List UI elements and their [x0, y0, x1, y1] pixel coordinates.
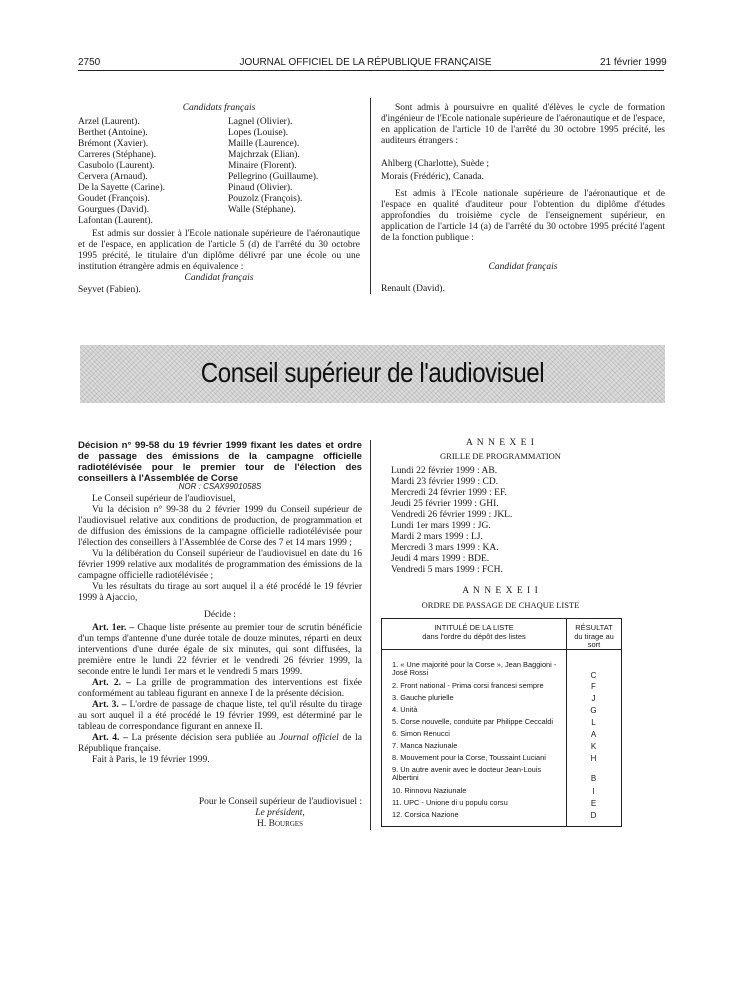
article-text: Chaque liste présente au premier tour de scrutin bénéficie d'un temps d'antenne d'une durée totale de douze minutes, réparti en deux interventions d'une durée égale de six minutes, qui sont diffusées, la première entre le lundi 22 février et le vendredi 26 février 1999, la seconde entre le lundi 1er mars et le vendredi 5 mars 1999.: [78, 623, 362, 678]
result-cell: B: [590, 774, 597, 783]
article-text: La présente décision sera publiée au: [131, 733, 280, 744]
result-cell: K: [590, 742, 597, 751]
nor-text: NOR : CSAX9901058S: [178, 482, 262, 491]
table-row: 7. Manca Naziunale: [392, 741, 458, 750]
signature-name: H. Bourges: [257, 819, 303, 830]
candidates-heading: Candidats français: [182, 103, 256, 113]
signature-for: Pour le Conseil supérieur de l'audiovisuel :: [198, 797, 362, 807]
header-text: INTITULÉ DE LA LISTE: [434, 623, 514, 632]
result-cell: E: [590, 799, 597, 808]
article-text-italic: Journal officiel: [279, 733, 339, 744]
section-banner: [80, 345, 665, 403]
list-item: Lagnel (Olivier).: [228, 117, 293, 127]
table-row: 5. Corse nouvelle, conduite par Philippe Ceccaldi: [392, 717, 554, 726]
table-row: 12. Corsica Nazione: [392, 810, 459, 819]
list-item: Lundi 1er mars 1999 : JG.: [391, 521, 491, 532]
signature-title: Le président,: [255, 808, 305, 819]
article-4: [78, 733, 362, 755]
decide-heading: Décide :: [204, 610, 236, 621]
auditor-paragraph: [381, 189, 665, 244]
journal-title: JOURNAL OFFICIEL DE LA RÉPUBLIQUE FRANÇAISE: [239, 57, 492, 68]
list-item: Jeudi 4 mars 1999 : BDE.: [391, 554, 490, 565]
result-cell: C: [590, 671, 597, 680]
candidate-heading-right: Candidat français: [488, 262, 558, 272]
issue-date: 21 février 1999: [600, 57, 667, 68]
list-item: Carreres (Stéphane).: [78, 150, 157, 161]
paragraph-text: Est admis à l'Ecole nationale supérieure de l'aéronautique et de l'espace en qualité d'auditeur pour l'obtention du diplôme d'études approfondies du troisième cycle de l'enseignement supérieur, en application de l'article 14 (a) de l'arrêté du 30 octobre 1995 précité l'agent de la fonction publique :: [381, 189, 665, 244]
list-item: Maille (Laurence).: [228, 139, 300, 150]
decision-body: [78, 494, 362, 766]
list-item: Vendredi 5 mars 1999 : FCH.: [391, 565, 503, 576]
list-item: Walle (Stéphane).: [228, 205, 296, 216]
article-2: [78, 678, 362, 700]
signature-place-date: Fait à Paris, le 19 février 1999.: [92, 755, 210, 766]
table-row: 4. Unità: [392, 705, 418, 714]
table-row: 3. Gauche plurielle: [392, 693, 454, 702]
decision-title: Décision n° 99-58 du 19 février 1999 fixant les dates et ordre de passage des émissions de la campagne officielle radiotélévisée pour le premier tour de l'élection des conseillers à l'Assemblée de Corse: [78, 440, 362, 485]
result-cell: G: [590, 706, 597, 715]
article-3: [78, 700, 362, 733]
candidate-heading: Candidat français: [184, 273, 254, 283]
column-divider: [370, 98, 371, 294]
table-row: 1. « Une majorité pour la Corse », Jean Baggioni - José Rossi: [392, 660, 557, 678]
list-item: Pellegrino (Guillaume).: [228, 172, 319, 183]
nor-reference: [78, 482, 362, 491]
annexe-2-subtitle: ORDRE DE PASSAGE DE CHAQUE LISTE: [421, 600, 580, 610]
header-text: dans l'ordre du dépôt des listes: [422, 631, 526, 641]
list-item: Pouzolz (François).: [228, 194, 303, 205]
article-label: Art. 4. –: [92, 733, 128, 744]
list-item: Lafontan (Laurent).: [78, 216, 153, 227]
paragraph-text: Est admis sur dossier à l'Ecole nationale supérieure de l'aéronautique et de l'espace, en application de l'article 5 (d) de l'arrêté du 30 octobre 1995 précité, le titulaire d'un diplôme délivré par une école ou une institution étrangère admis en équivalence :: [78, 229, 360, 273]
result-cell: A: [590, 730, 597, 739]
list-item: Vendredi 26 février 1999 : JKL.: [391, 510, 513, 521]
list-item: Lundi 22 février 1999 : AB.: [391, 466, 498, 476]
list-item: Casubolo (Laurent).: [78, 161, 155, 172]
admission-paragraph: [78, 229, 360, 273]
section-title: Conseil supérieur de l'audiovisuel: [200, 357, 545, 388]
table-header: [382, 619, 621, 650]
list-item: Brémont (Xavier).: [78, 139, 149, 150]
table-row: 6. Simon Renucci: [392, 729, 450, 738]
result-cell: H: [590, 754, 597, 763]
header-rule: [78, 70, 664, 71]
signature-block: [78, 797, 362, 830]
page-number: 2750: [78, 57, 101, 68]
list-item: Majchrzak (Elian).: [228, 150, 300, 161]
lists-table: [381, 618, 622, 827]
paragraph-text: Vu les résultats du tirage au sort auquel il a été procédé le 19 février 1999 à Ajaccio,: [78, 582, 362, 604]
table-row: 11. UPC - Unione di u populu corsu: [392, 798, 508, 807]
candidate-name: Seyvet (Fabien).: [78, 285, 141, 295]
list-item: Jeudi 25 février 1999 : GHI.: [391, 499, 499, 510]
foreign-auditor-2: Morais (Frédéric), Canada.: [381, 172, 484, 182]
list-item: Goudet (François).: [78, 194, 150, 205]
result-cell: I: [592, 787, 595, 796]
article-text: de la République française.: [78, 733, 362, 755]
candidates-list-2: [228, 117, 358, 216]
column-divider: [370, 440, 371, 830]
annexe-1-title: A N N E X E I: [466, 438, 535, 448]
result-cell: J: [591, 694, 596, 703]
result-cell: F: [591, 682, 596, 691]
article-label: Art. 3. –: [92, 700, 127, 711]
article-label: Art. 2. –: [92, 678, 131, 689]
list-item: De la Sayette (Carine).: [78, 183, 166, 194]
list-item: Mardi 23 février 1999 : CD.: [391, 477, 499, 488]
foreign-auditor-1: Ahlberg (Charlotte), Suède ;: [381, 159, 489, 169]
list-item: Pinaud (Olivier).: [228, 183, 293, 194]
table-row: 8. Mouvement pour la Corse, Toussaint Luciani: [392, 753, 546, 762]
candidates-list-1: [78, 117, 218, 227]
list-item: Mercredi 3 mars 1999 : KA.: [391, 543, 499, 554]
list-item: Mercredi 24 février 1999 : EF.: [391, 488, 507, 499]
article-1: [78, 623, 362, 678]
col-header-list: [382, 624, 566, 641]
article-label: Art. 1er. –: [92, 623, 135, 634]
list-item: Gourgues (David).: [78, 205, 150, 216]
list-item: Mardi 2 mars 1999 : LJ.: [391, 532, 483, 543]
table-row: 2. Front national - Prima corsi francesi sempre: [392, 681, 544, 690]
result-cell: L: [591, 718, 596, 727]
paragraph-text: Le Conseil supérieur de l'audiovisuel,: [92, 494, 236, 504]
table-row: 10. Rinnovu Naziunale: [392, 786, 467, 795]
list-item: Cervera (Arnaud).: [78, 172, 148, 183]
annexe-1-subtitle: GRILLE DE PROGRAMMATION: [440, 451, 561, 461]
header-text: RÉSULTAT: [575, 623, 613, 632]
header-text: du tirage au sort: [574, 631, 614, 650]
list-item: Minaire (Florent).: [228, 161, 297, 172]
list-item: Arzel (Laurent).: [78, 117, 140, 127]
paragraph-text: Sont admis à poursuivre en qualité d'élèves le cycle de formation d'ingénieur de l'Ecole nationale supérieure de l'aéronautique et de l'espace, en application de l'article 10 de l'arrêté du 30 octobre 1995 précité, les auditeurs étrangers :: [381, 103, 665, 147]
paragraph-text: Vu la décision n° 99-38 du 2 février 1999 du Conseil supérieur de l'audiovisuel relative aux conditions de production, de programmation et de diffusion des émissions de la campagne officielle radiotélévisée pour l'élection des conseillers à l'Assemblée de Corse des 7 et 14 mars 1999 ;: [78, 505, 362, 549]
paragraph-text: Vu la délibération du Conseil supérieur de l'audiovisuel en date du 16 février 1999 relative aux modalités de programmation des émissions de la campagne officielle radiotélévisée ;: [78, 549, 362, 582]
table-row: 9. Un autre avenir avec le docteur Jean-Louis Albertini: [392, 765, 542, 783]
foreign-auditors-paragraph: [381, 103, 665, 147]
programming-grid: [391, 466, 621, 576]
list-item: Berthet (Antoine).: [78, 128, 148, 139]
article-text: La grille de programmation des interventions est fixée conformément au tableau figurant en annexe I de la présente décision.: [78, 678, 363, 700]
annexe-2-title: A N N E X E I I: [462, 586, 539, 596]
list-item: Lopes (Louise).: [228, 128, 289, 139]
result-cell: D: [590, 811, 597, 820]
article-text: L'ordre de passage de chaque liste, tel qu'il résulte du tirage au sort auquel il a été procédé le 19 février 1999, est déterminé par le tableau de correspondance figurant en annexe II.: [78, 700, 362, 733]
col-header-result: [566, 619, 621, 649]
candidate-name-right: Renault (David).: [381, 284, 445, 294]
